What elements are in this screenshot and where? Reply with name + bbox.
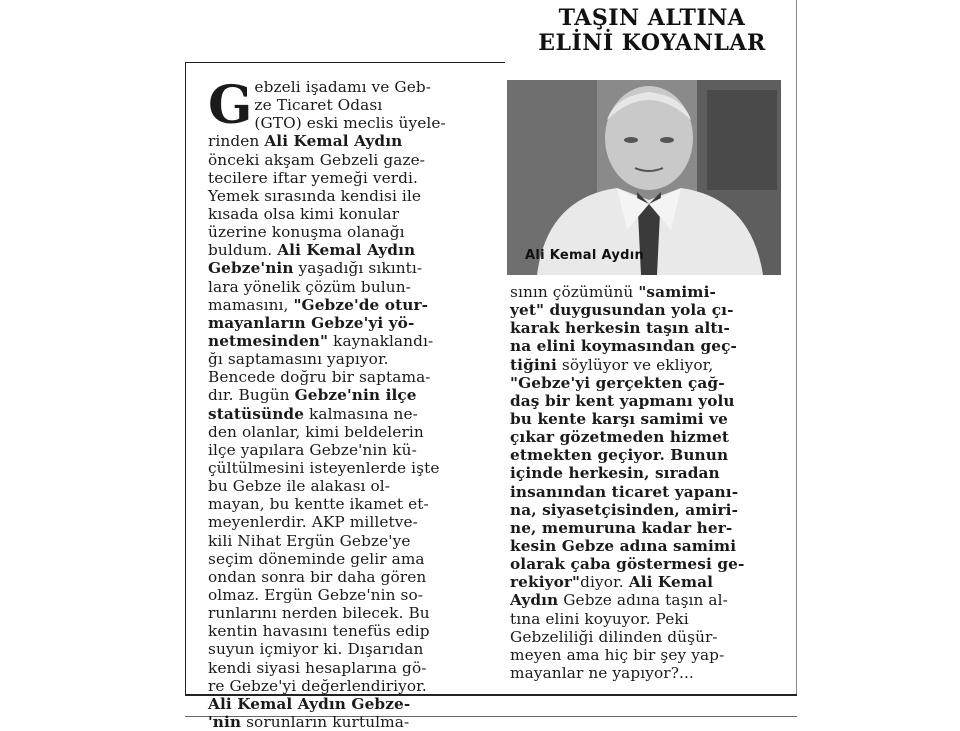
text-segment: insanından ticaret yapanı-: [510, 482, 739, 501]
text-line: [510, 319, 782, 337]
text-line: [208, 713, 500, 731]
text-segment: daş bir kent yapmanı yolu: [510, 391, 735, 410]
article-column-left: [208, 75, 500, 731]
text-line: [510, 573, 782, 591]
text-segment: etmekten geçiyor. Bunun: [510, 446, 729, 465]
text-line: [208, 441, 500, 459]
text-segment: çıkar gözetmeden hizmet: [510, 428, 730, 447]
headline: [510, 6, 794, 60]
text-segment: ne, memuruna kadar her-: [510, 518, 733, 537]
text-segment: mamasını,: [208, 295, 294, 314]
text-segment: Yemek sırasında kendisi ile: [208, 186, 422, 205]
text-line: [208, 368, 500, 386]
text-line: [208, 513, 500, 531]
headline-line-2: ELİNİ KOYANLAR: [538, 30, 766, 56]
text-line: [208, 187, 500, 205]
text-line: [208, 622, 500, 640]
text-line: [510, 537, 782, 555]
text-segment: kalmasına ne-: [304, 404, 418, 423]
text-line: [208, 405, 500, 423]
text-segment: Ali Kemal Aydın Gebze-: [208, 694, 411, 713]
text-segment: den olanlar, kimi beldelerin: [208, 422, 424, 441]
text-segment: na, siyasetçisinden, amiri-: [510, 500, 739, 519]
text-segment: ze Ticaret Odası: [254, 96, 383, 115]
text-line: [510, 410, 782, 428]
text-segment: kısada olsa kimi konular: [208, 204, 400, 223]
text-line: [510, 446, 782, 464]
author-photo: [507, 80, 781, 275]
text-line: [208, 586, 500, 604]
text-line: [510, 591, 782, 609]
text-segment: Gebzeliliği dilinden düşür-: [510, 627, 718, 646]
text-line: [208, 386, 500, 404]
text-line: [208, 314, 500, 332]
text-line: [510, 337, 782, 355]
text-segment: çültülmesini isteyenlerde işte: [208, 458, 440, 477]
photo-caption: Ali Kemal Aydın: [525, 248, 645, 263]
text-segment: kaynaklandı-: [328, 331, 434, 350]
text-line: [510, 464, 782, 482]
text-segment: runlarını nerden bilecek. Bu: [208, 604, 430, 623]
text-line: [510, 646, 782, 664]
text-segment: seçim döneminde gelir ama: [208, 549, 425, 568]
text-segment: mayanlar ne yapıyor?...: [510, 663, 694, 682]
text-line: [510, 392, 782, 410]
text-segment: Gebze'nin ilçe: [294, 386, 417, 405]
text-segment: sının çözümünü: [510, 283, 639, 301]
text-line: [208, 241, 500, 259]
text-segment: Aydın: [510, 591, 559, 610]
text-segment: lara yönelik çözüm bulun-: [208, 277, 411, 296]
text-line: [208, 459, 500, 477]
text-segment: üzerine konuşma olanağı: [208, 223, 405, 242]
text-segment: re Gebze'yi değerlendiriyor.: [208, 676, 427, 695]
text-segment: rekiyor": [510, 573, 581, 592]
text-segment: Ali Kemal Aydın: [277, 241, 416, 260]
text-line: [510, 519, 782, 537]
text-segment: yet" duygusundan yola çı-: [510, 301, 734, 320]
text-segment: söylüyor ve ekliyor,: [556, 355, 714, 374]
text-line: [208, 604, 500, 622]
text-segment: Gebze adına taşın al-: [558, 591, 728, 610]
text-segment: kendi siyasi hesaplarına gö-: [208, 658, 427, 677]
text-line: [510, 301, 782, 319]
text-segment: (GTO) eski meclis üyele-: [254, 114, 446, 133]
text-segment: karak herkesin taşın altı-: [510, 319, 730, 338]
text-segment: kentin havasını tenefüs edip: [208, 622, 430, 641]
text-line: [208, 332, 500, 350]
text-segment: "samimi-: [638, 283, 716, 301]
text-segment: meyen ama hiç bir şey yap-: [510, 645, 725, 664]
text-segment: olmaz. Ergün Gebze'nin so-: [208, 585, 424, 604]
text-line: [208, 151, 500, 169]
text-line: [510, 628, 782, 646]
text-segment: meyenlerdir. AKP milletve-: [208, 513, 418, 532]
text-segment: suyun içmiyor ki. Dışarıdan: [208, 640, 424, 659]
text-segment: Gebze'nin: [208, 259, 294, 278]
text-line: [510, 428, 782, 446]
text-segment: statüsünde: [208, 404, 305, 423]
text-segment: rinden: [208, 132, 265, 151]
headline-line-1: TAŞIN ALTINA: [558, 5, 746, 31]
text-segment: buldum.: [208, 241, 278, 260]
frame-top-rule: [185, 62, 505, 63]
text-segment: mayanların Gebze'yi yö-: [208, 313, 415, 332]
text-segment: mayan, bu kentte ikamet et-: [208, 495, 429, 514]
text-line: [208, 223, 500, 241]
text-segment: kesin Gebze adına samimi: [510, 536, 737, 555]
text-segment: bu Gebze ile alakası ol-: [208, 477, 391, 496]
text-line: [208, 695, 500, 713]
text-line: [510, 664, 782, 682]
text-line: [208, 532, 500, 550]
text-segment: na elini koymasından geç-: [510, 337, 737, 356]
text-line: [208, 205, 500, 223]
text-line: [510, 374, 782, 392]
text-segment: ilçe yapılara Gebze'nin kü-: [208, 440, 417, 459]
frame-left-rule: [185, 62, 186, 694]
text-line: [510, 356, 782, 374]
text-line: [208, 568, 500, 586]
article-column-right: [510, 283, 782, 682]
text-line: [510, 555, 782, 573]
text-line: [510, 610, 782, 628]
text-segment: tecilere iftar yemeği verdi.: [208, 168, 418, 187]
text-line: [510, 283, 782, 301]
text-line: [208, 659, 500, 677]
text-line: [510, 483, 782, 501]
text-segment: ebzeli işadamı ve Geb-: [254, 78, 432, 96]
text-line: [208, 677, 500, 695]
text-line: [208, 259, 500, 277]
text-segment: Ali Kemal Aydın: [264, 132, 403, 151]
text-segment: Ali Kemal: [628, 573, 714, 592]
drop-cap: G: [208, 75, 253, 136]
text-segment: tiğini: [510, 355, 557, 374]
text-line: [208, 132, 500, 150]
text-segment: bu kente karşı samimi ve: [510, 409, 728, 428]
text-segment: ğı saptamasını yapıyor.: [208, 350, 389, 369]
text-segment: içinde herkesin, sıradan: [510, 464, 720, 483]
text-segment: önceki akşam Gebzeli gaze-: [208, 150, 426, 169]
text-segment: netmesinden": [208, 331, 329, 350]
text-segment: yaşadığı sıkıntı-: [293, 259, 423, 278]
text-segment: dır. Bugün: [208, 386, 295, 405]
text-line: [208, 495, 500, 513]
text-line: [510, 501, 782, 519]
text-segment: kili Nihat Ergün Gebze'ye: [208, 531, 411, 550]
text-segment: "Gebze'yi gerçekten çağ-: [510, 373, 725, 392]
text-segment: sorunların kurtulma-: [241, 712, 410, 731]
text-line: [208, 550, 500, 568]
text-segment: 'nin: [208, 712, 242, 731]
text-line: [208, 640, 500, 658]
frame-right-rule: [796, 0, 797, 695]
text-segment: ondan sonra bir daha gören: [208, 567, 427, 586]
text-line: [208, 350, 500, 368]
text-segment: Bencede doğru bir saptama-: [208, 368, 431, 387]
portrait-image: [507, 80, 781, 275]
text-line: [208, 423, 500, 441]
text-segment: diyor.: [580, 573, 629, 592]
text-line: [208, 278, 500, 296]
text-segment: tına elini koyuyor. Peki: [510, 609, 689, 628]
text-segment: "Gebze'de otur-: [293, 295, 429, 314]
text-line: [208, 477, 500, 495]
text-segment: olarak çaba göstermesi ge-: [510, 555, 745, 574]
text-line: [208, 296, 500, 314]
text-line: [208, 169, 500, 187]
